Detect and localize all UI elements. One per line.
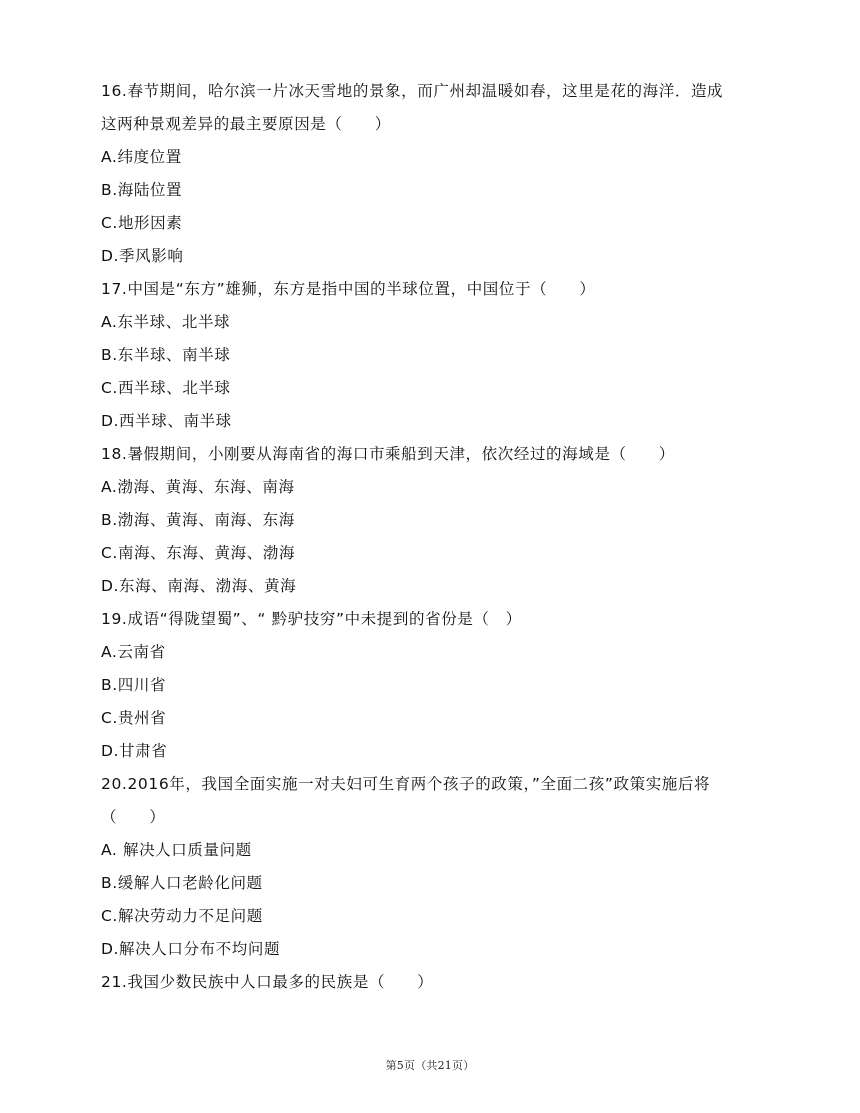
option-b: B.缓解人口老龄化问题 [101, 874, 263, 892]
question-stem: 21.我国少数民族中人口最多的民族是（ ） [101, 973, 434, 991]
question-16 [101, 78, 761, 276]
option-c: C.地形因素 [101, 214, 183, 232]
question-18 [101, 441, 761, 606]
question-stem: 20.2016年，我国全面实施一对夫妇可生育两个孩子的政策，”全面二孩”政策实施后将 [101, 775, 711, 793]
option-b: B.海陆位置 [101, 181, 183, 199]
option-c: C.南海、东海、黄海、渤海 [101, 544, 296, 562]
option-d: D.甘肃省 [101, 742, 168, 760]
question-stem: 这两种景观差异的最主要原因是（ ） [101, 115, 391, 133]
question-stem: 16.春节期间，哈尔滨一片冰天雪地的景象，而广州却温暖如春，这里是花的海洋．造成 [101, 82, 724, 100]
option-b: B.东半球、南半球 [101, 346, 231, 364]
question-list [101, 78, 761, 1002]
question-stem: 18.暑假期间，小刚要从海南省的海口市乘船到天津，依次经过的海域是（ ） [101, 445, 675, 463]
question-stem: （ ） [101, 808, 166, 826]
option-d: D.东海、南海、渤海、黄海 [101, 577, 297, 595]
option-c: C.西半球、北半球 [101, 379, 231, 397]
option-a: A.云南省 [101, 643, 166, 661]
option-a: A.东半球、北半球 [101, 313, 231, 331]
option-a: A.渤海、黄海、东海、南海 [101, 478, 295, 496]
option-a: A. 解决人口质量问题 [101, 841, 252, 859]
option-b: B.渤海、黄海、南海、东海 [101, 511, 295, 529]
question-17 [101, 276, 761, 441]
question-20 [101, 771, 761, 969]
question-stem: 19.成语“得陇望蜀”、“ 黔驴技穷”中未提到的省份是（ ） [101, 610, 522, 628]
option-c: C.解决劳动力不足问题 [101, 907, 263, 925]
option-b: B.四川省 [101, 676, 167, 694]
question-19 [101, 606, 761, 771]
option-d: D.西半球、南半球 [101, 412, 232, 430]
option-d: D.季风影响 [101, 247, 184, 265]
option-a: A.纬度位置 [101, 148, 182, 166]
option-c: C.贵州省 [101, 709, 167, 727]
question-stem: 17.中国是“东方”雄狮，东方是指中国的半球位置，中国位于（ ） [101, 280, 596, 298]
page-number-footer: 第5页（共21页） [385, 1059, 475, 1072]
option-d: D.解决人口分布不均问题 [101, 940, 281, 958]
question-21 [101, 969, 761, 1002]
